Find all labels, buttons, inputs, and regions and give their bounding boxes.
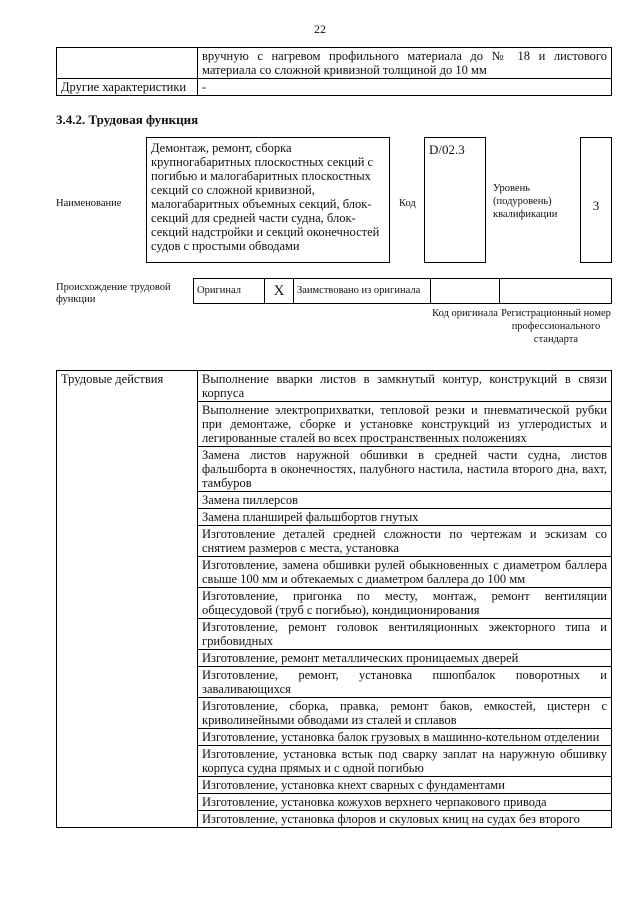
action-item: Изготовление, замена обшивки рулей обыкновенных с диаметром баллера свыше 100 мм и обтекаемых с диаметром баллера до 100 мм: [198, 557, 612, 588]
name-label: Наименование: [56, 198, 122, 209]
table-row: [57, 371, 612, 402]
action-item: Выполнение электроприхватки, тепловой резки и пневматической рубки при демонтаже, сборке и установке конструкций из углеродистых и легированные сталей во всех пространственных положениях: [198, 402, 612, 447]
function-name-box: Демонтаж, ремонт, сборка крупногабаритных плоскостных секций с погибью и малогабаритных плоскостных секций со сложной кривизной, малогабаритных объемных секций, блок-секций для средней части судна, блок-секций надстройки и секций оконечностей судов с простыми обводами: [146, 137, 390, 263]
continuation-table: [56, 47, 612, 96]
actions-header: Трудовые действия: [57, 371, 198, 828]
reg-number-caption: Регистрационный номер профессионального стандарта: [501, 308, 611, 345]
action-item: Замена листов наружной обшивки в средней части судна, листов фальшборта в оконечностях, палубного настила, настила второго дна, вахт, тамбуров: [198, 447, 612, 492]
table-cell-value: -: [198, 79, 612, 96]
action-item: Изготовление, установка кнехт сварных с фундаментами: [198, 777, 612, 794]
action-item: Изготовление, ремонт, установка пшюпбалок поворотных и заваливающихся: [198, 667, 612, 698]
borrowed-label: Заимствовано из оригинала: [294, 279, 431, 304]
original-mark: X: [265, 279, 294, 304]
action-item: Изготовление, установка балок грузовых в машинно-котельном отделении: [198, 729, 612, 746]
action-item: Выполнение вварки листов в замкнутый контур, конструкций в связи корпуса: [198, 371, 612, 402]
reg-number-cell: [500, 279, 612, 304]
code-original-caption: Код оригинала: [432, 308, 498, 319]
code-original-cell: [431, 279, 500, 304]
action-item: Изготовление, пригонка по месту, монтаж, ремонт вентиляции общесудовой (труб с погибью), кондиционирования: [198, 588, 612, 619]
table-row: [194, 279, 612, 304]
action-item: Изготовление, установка кожухов верхнего черпакового привода: [198, 794, 612, 811]
table-row: [57, 48, 612, 79]
action-item: Изготовление деталей средней сложности по чертежам и эскизам со снятием размеров с места, установка: [198, 526, 612, 557]
labor-actions-table: [56, 370, 612, 828]
action-item: Изготовление, ремонт металлических проницаемых дверей: [198, 650, 612, 667]
action-item: Изготовление, сборка, правка, ремонт баков, емкостей, цистерн с криволинейными обводами из сталей и сплавов: [198, 698, 612, 729]
table-cell-label: [57, 48, 198, 79]
action-item: Замена планширей фальшбортов гнутых: [198, 509, 612, 526]
code-box: D/02.3: [424, 137, 486, 263]
original-label: Оригинал: [194, 279, 265, 304]
level-box: 3: [580, 137, 612, 263]
action-item: Изготовление, ремонт головок вентиляционных эжекторного типа и грибовидных: [198, 619, 612, 650]
page-number: 22: [314, 22, 326, 36]
code-label: Код: [399, 198, 416, 209]
action-item: Изготовление, установка встык под сварку заплат на наружную обшивку корпуса судна прямых и с одной погибью: [198, 746, 612, 777]
action-item: Замена пиллерсов: [198, 492, 612, 509]
table-cell-label: Другие характеристики: [57, 79, 198, 96]
action-item: Изготовление, установка флоров и скуловых книц на судах без второго: [198, 811, 612, 828]
table-row: [57, 79, 612, 96]
origin-table: [193, 278, 612, 304]
table-cell-value: вручную с нагревом профильного материала до № 18 и листового материала со сложной кривизной толщиной до 10 мм: [198, 48, 612, 79]
section-title: 3.4.2. Трудовая функция: [56, 112, 199, 127]
level-label: Уровень (подуровень) квалификации: [493, 183, 558, 220]
origin-label: Происхождение трудовой функции: [56, 282, 171, 305]
